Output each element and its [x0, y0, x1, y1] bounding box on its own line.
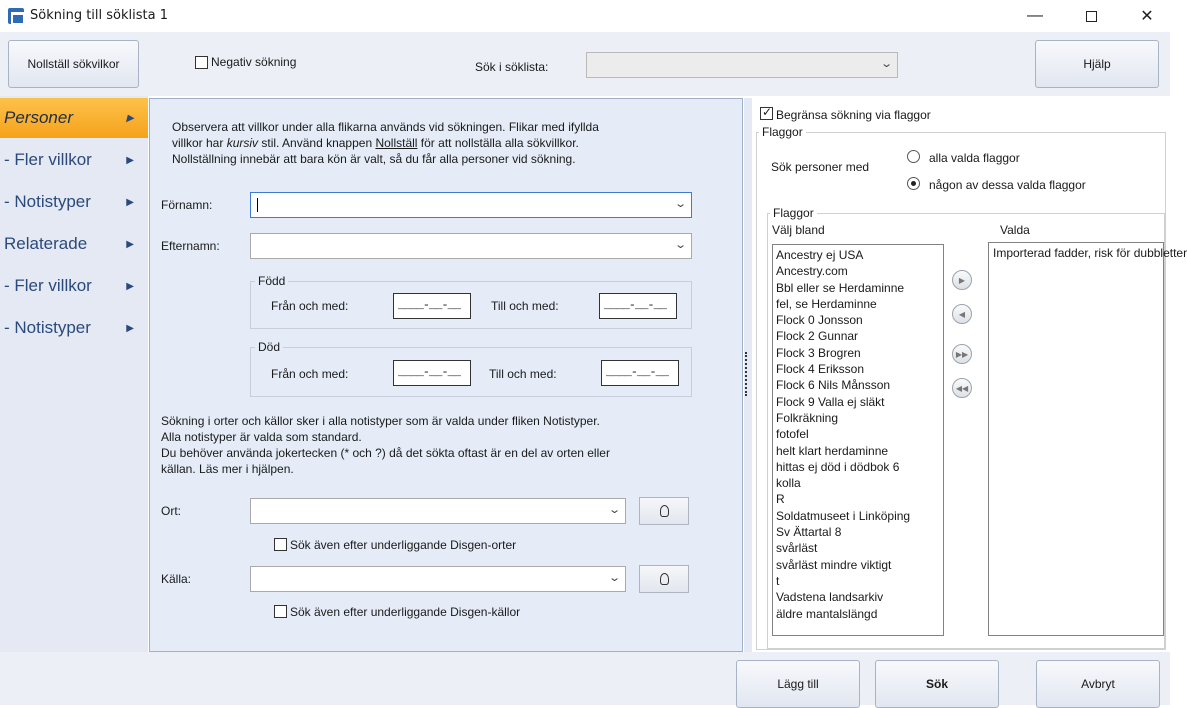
born-group: [250, 274, 692, 329]
list-item[interactable]: Importerad fadder, risk för dubbletter: [993, 246, 1187, 260]
sub-sources-label: Sök även efter underliggande Disgen-källor: [290, 605, 521, 619]
born-to-date[interactable]: ____-__-__: [599, 293, 677, 319]
maximize-button[interactable]: [1068, 0, 1114, 32]
list-item[interactable]: fel, se Herdaminne: [776, 296, 877, 311]
tab-label: - Fler villkor: [4, 276, 92, 295]
source-label: Källa:: [161, 572, 192, 586]
choose-from-label: Välj bland: [772, 223, 825, 237]
sub-places-checkbox[interactable]: [274, 538, 287, 551]
add-all-flags-button[interactable]: [952, 344, 972, 364]
place-input[interactable]: [250, 498, 626, 524]
chevron-down-icon[interactable]: ⌄: [879, 58, 893, 70]
list-item[interactable]: Ancestry.com: [776, 264, 848, 279]
tab-notistyper[interactable]: [0, 182, 148, 222]
radio-any-flags-label: någon av dessa valda flaggor: [929, 178, 1086, 192]
born-to-label: Till och med:: [491, 299, 559, 313]
flags-group-label: Flaggor: [759, 125, 806, 139]
arrow-left-icon: ◀: [958, 309, 966, 319]
firstname-label: Förnamn:: [161, 198, 213, 212]
checkmark-icon: ✓: [762, 105, 773, 119]
splitter-grip[interactable]: [745, 352, 747, 396]
negative-search-checkbox[interactable]: [195, 56, 208, 69]
list-item[interactable]: Vadstena landsarkiv: [776, 590, 884, 605]
chevron-down-icon[interactable]: ⌄: [607, 572, 621, 584]
tab-navigation: [0, 96, 148, 652]
info-line-3: Nollställning innebär att bara kön är valt, så du får alla personer vid sökning.: [172, 152, 576, 166]
toolbar: [0, 32, 1170, 96]
places-info-4: källan. Läs mer i hjälpen.: [161, 462, 294, 476]
list-item[interactable]: Flock 0 Jonsson: [776, 313, 863, 328]
limit-flags-checkbox[interactable]: [760, 107, 773, 120]
lastname-label: Efternamn:: [161, 239, 220, 253]
lastname-input[interactable]: [250, 233, 692, 259]
tab-personer[interactable]: [0, 98, 148, 138]
search-persons-label: Sök personer med: [771, 160, 870, 174]
died-from-label: Från och med:: [271, 367, 349, 381]
title-bar: [0, 0, 1170, 32]
search-button[interactable]: Sök: [875, 660, 999, 708]
arrow-right-icon: ▶: [126, 238, 134, 250]
tab-label: Relaterade: [4, 234, 88, 253]
list-item[interactable]: Flock 9 Valla ej släkt: [776, 394, 885, 409]
arrow-right-icon: ▶: [126, 112, 134, 124]
list-item[interactable]: Flock 3 Brogren: [776, 345, 861, 360]
person-conditions-panel: [149, 98, 743, 652]
died-to-date[interactable]: ____-__-__: [601, 360, 679, 386]
died-group: [250, 340, 692, 397]
minimize-button[interactable]: —: [1027, 7, 1043, 24]
list-item[interactable]: Folkräkning: [776, 410, 839, 425]
tab-relaterade[interactable]: [0, 224, 148, 264]
tab-label: - Notistyper: [4, 318, 91, 337]
flags-panel: [752, 98, 1187, 652]
list-item[interactable]: fotofel: [776, 427, 809, 442]
born-from-label: Från och med:: [271, 299, 349, 313]
lightbulb-icon: [660, 573, 669, 585]
source-lookup-button[interactable]: [639, 565, 689, 593]
list-item[interactable]: Sv Ättartal 8: [776, 525, 842, 540]
list-item[interactable]: hittas ej död i dödbok 6: [776, 459, 900, 474]
info-line-1: Observera att villkor under alla flikarna används vid sökningen. Flikar med ifyllda: [172, 120, 599, 134]
app-icon: [8, 8, 24, 24]
tab-relaterade-notistyper[interactable]: [0, 308, 148, 348]
selected-flags-list[interactable]: [988, 242, 1187, 636]
limit-flags-label: Begränsa sökning via flaggor: [776, 108, 931, 122]
list-item[interactable]: Soldatmuseet i Linköping: [776, 508, 911, 523]
tab-relaterade-fler-villkor[interactable]: [0, 266, 148, 306]
radio-all-flags[interactable]: [907, 150, 920, 163]
list-item[interactable]: svårläst: [776, 541, 818, 556]
info-line-2: villkor har kursiv stil. Använd knappen Nollställ för att nollställa alla sökvillkor.: [172, 136, 579, 150]
chevron-down-icon[interactable]: ⌄: [673, 198, 687, 210]
close-button[interactable]: ✕: [1140, 8, 1154, 25]
sub-sources-checkbox[interactable]: [274, 605, 287, 618]
tab-fler-villkor[interactable]: [0, 140, 148, 180]
remove-flag-button[interactable]: [952, 304, 972, 324]
place-lookup-button[interactable]: [639, 497, 689, 525]
maximize-icon: [1086, 11, 1097, 22]
help-button[interactable]: Hjälp: [1035, 40, 1159, 88]
list-item[interactable]: R: [776, 492, 785, 507]
chosen-label: Valda: [1000, 223, 1030, 237]
place-label: Ort:: [161, 504, 181, 518]
remove-all-flags-button[interactable]: [952, 378, 972, 398]
available-flags-list[interactable]: [772, 244, 944, 636]
radio-all-flags-label: alla valda flaggor: [929, 151, 1020, 165]
list-item[interactable]: Bbl eller se Herdaminne: [776, 280, 905, 295]
flags-group: [756, 125, 1187, 650]
list-item[interactable]: helt klart herdaminne: [776, 443, 889, 458]
flags-inner-group-label: Flaggor: [770, 206, 817, 220]
arrow-right-icon: ▶: [126, 154, 134, 166]
born-from-date[interactable]: ____-__-__: [393, 293, 471, 319]
list-item[interactable]: t: [776, 573, 780, 588]
list-item[interactable]: Flock 4 Eriksson: [776, 362, 865, 377]
died-from-date[interactable]: ____-__-__: [393, 360, 471, 386]
chevron-down-icon[interactable]: ⌄: [673, 239, 687, 251]
search-list-dropdown[interactable]: [586, 52, 898, 78]
bottom-bar: [0, 652, 1170, 705]
cancel-button[interactable]: Avbryt: [1036, 660, 1160, 708]
died-group-label: Död: [255, 340, 283, 354]
tab-label: Personer: [4, 108, 73, 127]
tab-label: - Notistyper: [4, 192, 91, 211]
lightbulb-icon: [660, 505, 669, 517]
reset-conditions-button[interactable]: Nollställ sökvilkor: [8, 40, 139, 88]
source-input[interactable]: [250, 566, 626, 592]
double-arrow-left-icon: ◀◀: [955, 383, 969, 393]
list-item[interactable]: äldre mantalslängd: [776, 606, 878, 621]
arrow-right-icon: ▶: [958, 275, 966, 285]
places-info-3: Du behöver använda jokertecken (* och ?) då det sökta oftast är en del av orten eller: [161, 446, 610, 460]
window-title: Sökning till söklista 1: [30, 8, 168, 23]
sub-places-label: Sök även efter underliggande Disgen-orter: [290, 538, 517, 552]
places-info-1: Sökning i orter och källor sker i alla notistyper som är valda under fliken Notistyper.: [161, 414, 600, 428]
died-to-label: Till och med:: [489, 367, 557, 381]
list-item[interactable]: kolla: [776, 476, 801, 491]
flags-inner-group: [767, 206, 1187, 649]
arrow-right-icon: ▶: [126, 322, 134, 334]
arrow-right-icon: ▶: [126, 280, 134, 292]
list-item[interactable]: svårläst mindre viktigt: [776, 557, 892, 572]
tab-label: - Fler villkor: [4, 150, 92, 169]
text-caret: [257, 198, 258, 212]
list-item[interactable]: Flock 6 Nils Månsson: [776, 378, 891, 393]
places-info-2: Alla notistyper är valda som standard.: [161, 430, 362, 444]
double-arrow-right-icon: ▶▶: [955, 349, 969, 359]
add-button[interactable]: Lägg till: [736, 660, 860, 708]
chevron-down-icon[interactable]: ⌄: [607, 504, 621, 516]
firstname-input[interactable]: [250, 192, 692, 218]
add-flag-button[interactable]: [952, 270, 972, 290]
arrow-right-icon: ▶: [126, 196, 134, 208]
radio-any-flags[interactable]: [907, 177, 920, 190]
born-group-label: Född: [255, 274, 288, 288]
negative-search-label: Negativ sökning: [211, 55, 297, 69]
search-in-list-label: Sök i söklista:: [475, 60, 549, 74]
list-item[interactable]: Ancestry ej USA: [776, 248, 864, 262]
list-item[interactable]: Flock 2 Gunnar: [776, 329, 859, 344]
